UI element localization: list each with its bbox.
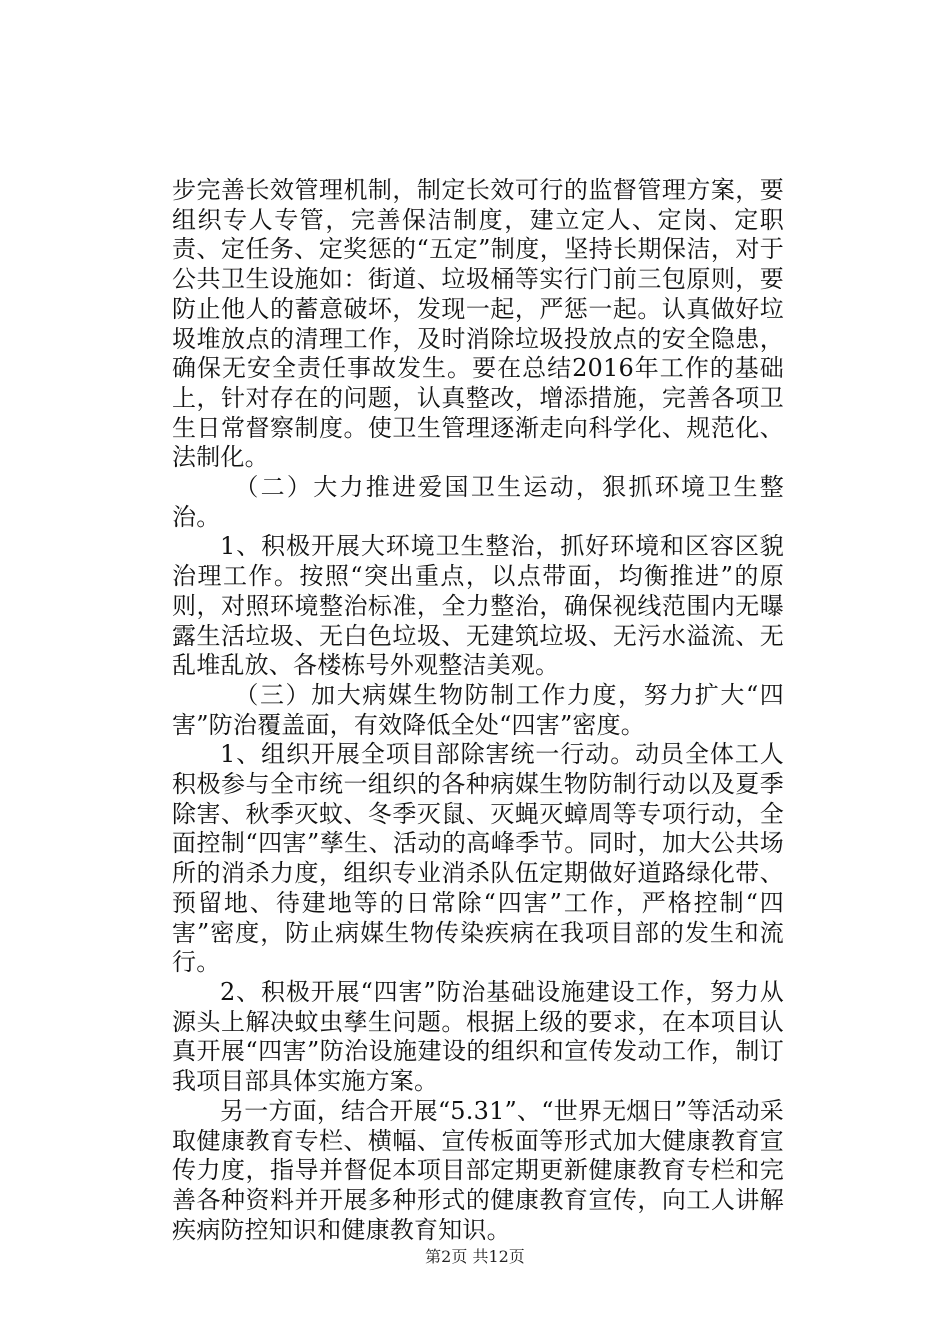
paragraph-environment-rectification: 1、积极开展大环境卫生整治，抓好环境和区容区貌治理工作。按照“突出重点，以点带面，均衡推进”的原则，对照环境整治标准，全力整治，确保视线范围内无曝露生活垃圾、无白色垃圾、无建筑垃圾、无污水溢流、无乱堆乱放、各楼栋号外观整洁美观。 <box>172 532 784 680</box>
paragraph-pest-infrastructure: 2、积极开展“四害”防治基础设施建设工作，努力从源头上解决蚊虫孳生问题。根据上级的要求，在本项目认真开展“四害”防治设施建设的组织和宣传发动工作，制订我项目部具体实施方案。 <box>172 977 784 1096</box>
paragraph-health-education: 另一方面，结合开展“5.31”、“世界无烟日”等活动采取健康教育专栏、横幅、宣传板面等形式加大健康教育宣传力度，指导并督促本项目部定期更新健康教育专栏和完善各种资料并开展多种形式的健康教育宣传，向工人讲解疾病防控知识和健康教育知识。 <box>172 1096 784 1244</box>
document-body <box>172 176 784 1245</box>
paragraph-management-mechanism: 步完善长效管理机制，制定长效可行的监督管理方案，要组织专人专管，完善保洁制度，建立定人、定岗、定职责、定任务、定奖惩的“五定”制度，坚持长期保洁，对于公共卫生设施如：街道、垃圾桶等实行门前三包原则，要防止他人的蓄意破坏，发现一起，严惩一起。认真做好垃圾堆放点的清理工作，及时消除垃圾投放点的安全隐患，确保无安全责任事故发生。要在总结2016年工作的基础上，针对存在的问题，认真整改，增添措施，完善各项卫生日常督察制度。使卫生管理逐渐走向科学化、规范化、法制化。 <box>172 176 784 472</box>
section-heading-vector-control: （三）加大病媒生物防制工作力度，努力扩大“四害”防治覆盖面，有效降低全处“四害”密度。 <box>172 680 784 739</box>
section-heading-patriotic-health: （二）大力推进爱国卫生运动，狠抓环境卫生整治。 <box>172 473 784 531</box>
page-number-footer: 第2页 共12页 <box>425 1247 525 1266</box>
paragraph-pest-control-action: 1、组织开展全项目部除害统一行动。动员全体工人积极参与全市统一组织的各种病媒生物防制行动以及夏季除害、秋季灭蚊、冬季灭鼠、灭蝇灭蟑周等专项行动，全面控制“四害”孳生、活动的高峰季节。同时，加大公共场所的消杀力度，组织专业消杀队伍定期做好道路绿化带、预留地、待建地等的日常除“四害”工作，严格控制“四害”密度，防止病媒生物传染疾病在我项目部的发生和流行。 <box>172 740 784 977</box>
